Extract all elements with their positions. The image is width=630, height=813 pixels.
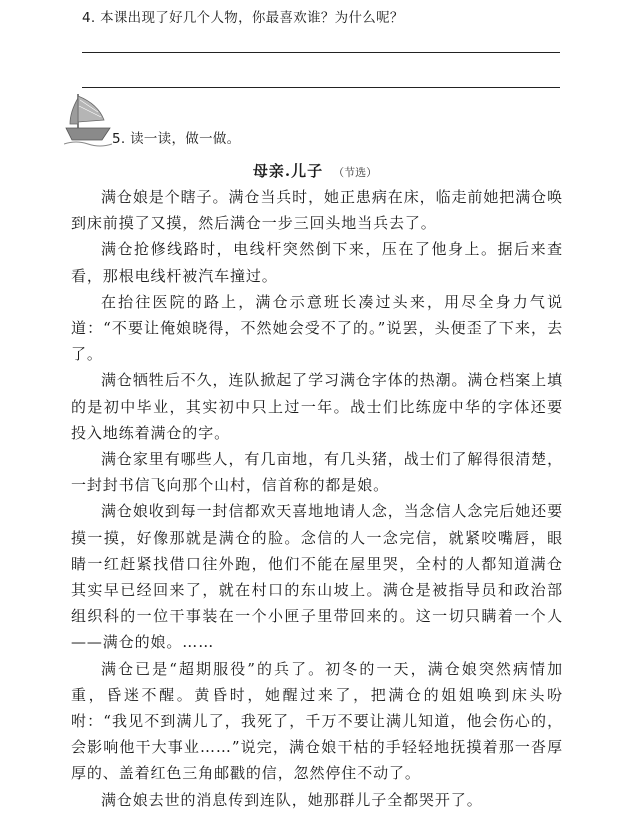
answer-line-2: [82, 87, 560, 88]
paragraph-3: 在抬往医院的路上，满仓示意班长凑过头来，用尽全身力气说道：“不要让俺娘晓得，不然她会受不了的。”说罢，头便歪了下来，去了。: [71, 292, 563, 364]
paragraph-1: 满仓娘是个瞎子。满仓当兵时，她正患病在床，临走前她把满仓唤到床前摸了又摸，然后满仓一步三回头地当兵去了。: [71, 188, 563, 233]
paragraph-4: 满仓牺牲后不久，连队掀起了学习满仓字体的热潮。满仓档案上填的是初中毕业，其实初中只上过一年。战士们比练庞中华的字体还要投入地练着满仓的字。: [71, 371, 563, 442]
question-5: 5. 读一读，做一做。: [112, 131, 241, 147]
sailboat-icon: [64, 90, 112, 150]
question-4: 4. 本课出现了好几个人物，你最喜欢谁？为什么呢？: [82, 10, 404, 26]
answer-line-1: [82, 52, 560, 53]
article-heading: [0, 160, 630, 181]
article-subtitle: （节选）: [333, 166, 378, 179]
paragraph-2: 满仓抢修线路时，电线杆突然倒下来，压在了他身上。据后来查看，那根电线杆被汽车撞过。: [71, 240, 563, 285]
paragraph-7: 满仓已是“超期服役”的兵了。初冬的一天，满仓娘突然病情加重，昏迷不醒。黄昏时，她醒过来了，把满仓的姐姐唤到床头吩咐：“我见不到满儿了，我死了，千万不要让满儿知道，他会伤心的，会影响他干大事业……”说完，满仓娘干枯的手轻轻地抚摸着那一沓厚厚的、盖着红色三角邮戳的信，忽然停住不动了。: [71, 659, 563, 783]
article-title: 母亲.儿子: [252, 162, 324, 180]
paragraph-6: 满仓娘收到每一封信都欢天喜地地请人念，当念信人念完后她还要摸一摸，好像那就是满仓的脸。念信的人一念完信，就紧咬嘴唇，眼睛一红赶紧找借口往外跑，他们不能在屋里哭，全村的人都知道满仓其实早已经回来了，就在村口的东山坡上。满仓是被指导员和政治部组织科的一位干事装在一个小匣子里带回来的。这一切只瞒着一个人——满仓的娘。……: [71, 502, 563, 652]
article-body: [71, 184, 563, 813]
paragraph-5: 满仓家里有哪些人，有几亩地，有几头猪，战士们了解得很清楚，一封封书信飞向那个山村，信首称的都是娘。: [71, 450, 563, 495]
paragraph-8: 满仓娘去世的消息传到连队，她那群儿子全都哭开了。: [101, 790, 483, 809]
